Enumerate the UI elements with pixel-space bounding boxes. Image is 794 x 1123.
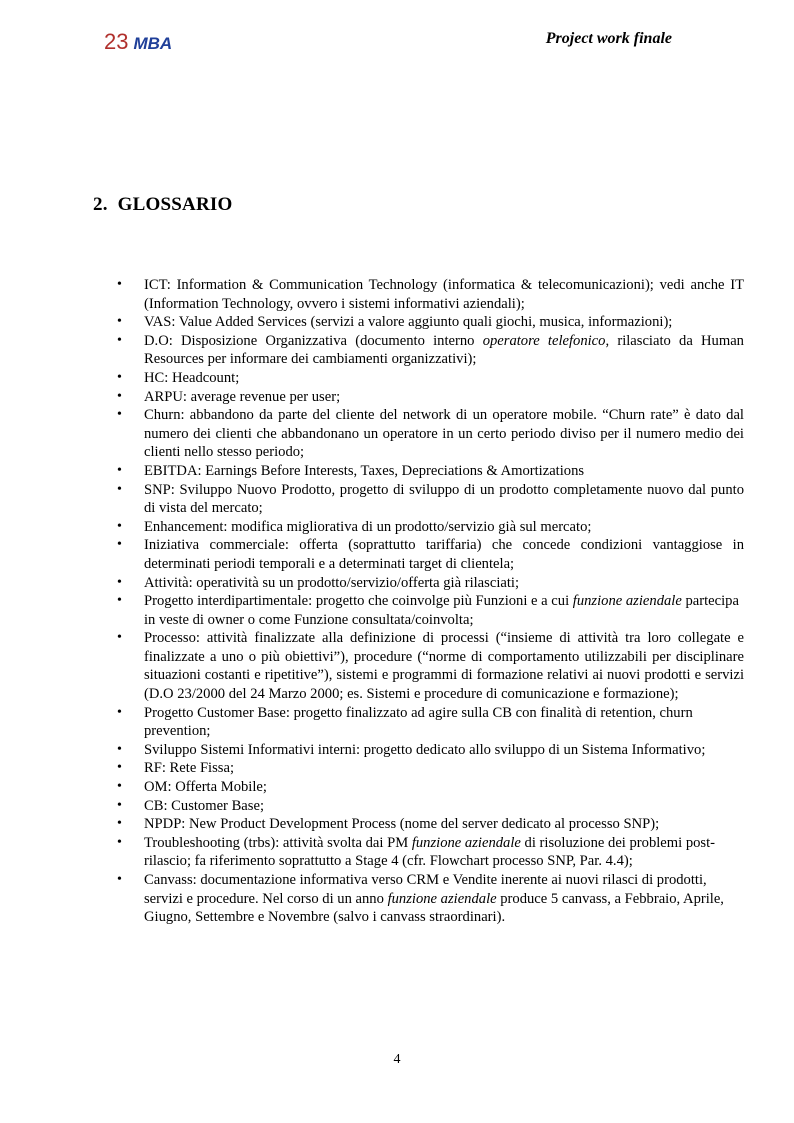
glossary-item-text: CB: Customer Base; — [144, 797, 264, 814]
glossary-item — [116, 759, 744, 778]
logo — [104, 30, 172, 56]
glossary-item-emphasis: funzione aziendale — [387, 890, 497, 907]
glossary-item — [116, 481, 744, 518]
glossary-item — [116, 406, 744, 462]
glossary-item — [116, 313, 744, 332]
glossary-item-text: HC: Headcount; — [144, 369, 240, 386]
glossary-item-emphasis: operatore telefonico — [482, 332, 606, 349]
glossary-item-text: VAS: Value Added Services (servizi a valore aggiunto quali giochi, musica, informazioni); — [144, 314, 673, 331]
glossary-item-text: RF: Rete Fissa; — [144, 760, 235, 777]
glossary-item-text: Sviluppo Sistemi Informativi interni: progetto dedicato allo sviluppo di un Sistema Informativo; — [144, 741, 706, 758]
page-number: 4 — [393, 1052, 401, 1067]
glossary-item-text: di risoluzione dei problemi post-rilascio; fa riferimento soprattutto a Stage 4 (cfr. Flowchart processo SNP, Par. 4.4); — [144, 834, 716, 870]
glossary-item — [116, 871, 744, 927]
header-title: Project work finale — [545, 30, 672, 47]
glossary-item-text: ARPU: average revenue per user; — [144, 388, 341, 405]
glossary-item-text: D.O: Disposizione Organizzativa (documento interno — [144, 332, 483, 349]
section-title: GLOSSARIO — [117, 194, 233, 215]
glossary-item-text: SNP: Sviluppo Nuovo Prodotto, progetto di sviluppo di un prodotto completamente nuovo dal punto di vista del mercato; — [144, 481, 744, 517]
glossary-item-text: Canvass: documentazione informativa verso CRM e Vendite inerente ai nuovi rilasci di prodotti, servizi e procedure. Nel corso di un anno — [144, 872, 707, 907]
glossary-item-text: ICT: Information & Communication Technology (informatica & telecomunicazioni); vedi anche IT (Information Technology, ovvero i sistemi informativi aziendali); — [144, 277, 744, 312]
section-number: 2. — [93, 194, 108, 215]
logo-number: 23 — [104, 29, 129, 54]
glossary-item — [116, 332, 744, 369]
section-heading — [93, 194, 232, 216]
glossary-item — [116, 797, 744, 816]
glossary-item-text: Iniziativa commerciale: offerta (soprattutto tariffaria) che concede condizioni vantaggiose in determinati periodi temporali e a determinati target di clientela; — [144, 537, 744, 572]
glossary-item — [116, 388, 744, 407]
glossary-item — [116, 629, 744, 703]
glossary-item — [116, 536, 744, 573]
glossary-item — [116, 518, 744, 537]
glossary-item-text: Troubleshooting (trbs): attività svolta dai PM — [144, 834, 412, 851]
glossary-item — [116, 574, 744, 593]
glossary-item-text: Churn: abbandono da parte del cliente del network di un operatore mobile. “Churn rate” è dato dal numero dei clienti che abbandonano un operatore in un certo periodo diviso per il numero medio dei clienti nello stesso periodo; — [144, 407, 744, 461]
glossary-item-text: partecipa in veste di owner o come Funzione consultata/coinvolta; — [144, 593, 739, 628]
glossary-item-text: , rilasciato da Human Resources per informare dei cambiamenti organizzativi); — [144, 332, 744, 368]
glossary-item-emphasis: funzione aziendale — [411, 834, 521, 851]
glossary-item — [116, 834, 744, 871]
glossary-item-text: OM: Offerta Mobile; — [144, 779, 267, 796]
glossary-item-text: EBITDA: Earnings Before Interests, Taxes, Depreciations & Amortizations — [144, 462, 585, 479]
glossary-item — [116, 778, 744, 797]
glossary-item-text: Progetto interdipartimentale: progetto che coinvolge più Funzioni e a cui — [144, 593, 573, 610]
glossary-item — [116, 276, 744, 313]
glossary-list — [116, 276, 744, 927]
glossary-item — [116, 815, 744, 834]
glossary-item-emphasis: funzione aziendale — [572, 593, 682, 610]
glossary-item — [116, 592, 744, 629]
glossary-item-text: Processo: attività finalizzate alla definizione di processi (“insieme di attività tra loro collegate e finalizzate a uno o più obiettivi”), procedure (“norme di comportamento utilizzabili per disciplinare situazioni costanti e ripetitive”), sistemi e programmi di formazione relativi ai nuovi prodotti e servizi (D.O 23/2000 del 24 Marzo 2000; es. Sistemi e procedure di comunicazione e formazione); — [144, 630, 744, 703]
glossary-item-text: NPDP: New Product Development Process (nome del server dedicato al processo SNP); — [144, 816, 660, 833]
glossary-item-text: Progetto Customer Base: progetto finalizzato ad agire sulla CB con finalità di retention, churn prevention; — [144, 704, 693, 740]
logo-text: MBA — [133, 34, 173, 53]
glossary-item — [116, 462, 744, 481]
glossary-item — [116, 741, 744, 760]
glossary-item-text: produce 5 canvass, a Febbraio, Aprile, Giugno, Settembre e Novembre (salvo i canvass straordinari). — [144, 890, 724, 926]
glossary-item — [116, 369, 744, 388]
glossary-item-text: Enhancement: modifica migliorativa di un prodotto/servizio già sul mercato; — [144, 518, 592, 535]
glossary-item-text: Attività: operatività su un prodotto/servizio/offerta già rilasciati; — [144, 574, 520, 591]
glossary-item — [116, 704, 744, 741]
